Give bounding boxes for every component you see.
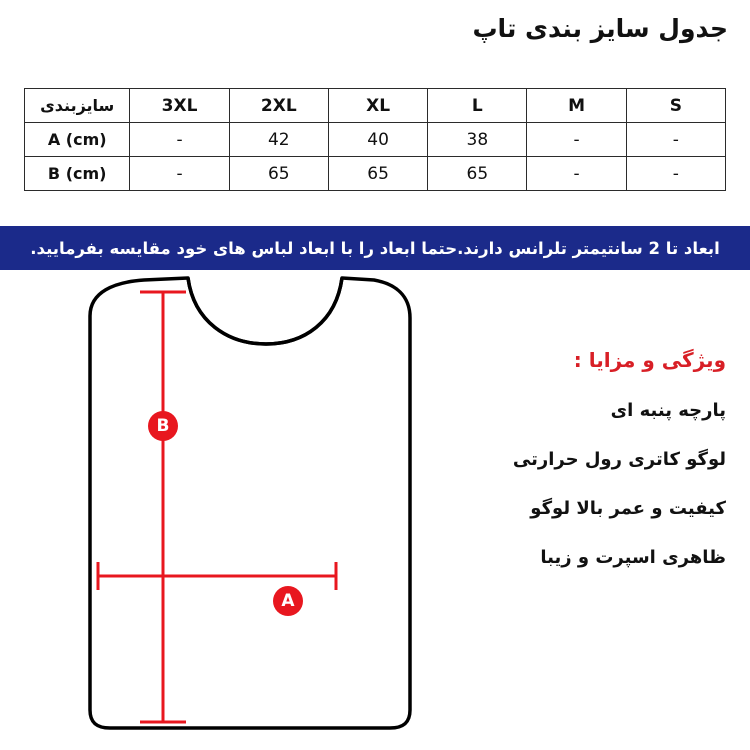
features-title: ویژگی و مزایا :	[573, 348, 726, 372]
table-row-label: B (cm)	[25, 157, 130, 191]
table-corner-header: سایزبندی	[25, 89, 130, 123]
table-header-cell: 2XL	[229, 89, 328, 123]
table-cell: -	[130, 157, 229, 191]
tolerance-banner: ابعاد تا 2 سانتیمتر تلرانس دارند.حتما ابعاد را با ابعاد لباس های خود مقایسه بفرمایید.	[0, 226, 750, 270]
table-header-cell: M	[527, 89, 626, 123]
table-cell: 65	[229, 157, 328, 191]
features-block	[426, 348, 726, 596]
measure-marker-b: B	[148, 411, 178, 441]
garment-diagram	[18, 270, 448, 740]
table-cell: 40	[328, 123, 427, 157]
table-cell: 65	[428, 157, 527, 191]
feature-item: لوگو کاتری رول حرارتی	[512, 449, 726, 470]
size-table	[24, 88, 726, 191]
measure-marker-a: A	[273, 586, 303, 616]
table-cell: 42	[229, 123, 328, 157]
table-cell: -	[626, 123, 725, 157]
table-cell: -	[527, 123, 626, 157]
table-cell: 38	[428, 123, 527, 157]
table-header-cell: 3XL	[130, 89, 229, 123]
table-header-row	[25, 89, 726, 123]
table-cell: -	[527, 157, 626, 191]
table-cell: 65	[328, 157, 427, 191]
table-header-cell: XL	[328, 89, 427, 123]
feature-item: کیفیت و عمر بالا لوگو	[530, 498, 726, 519]
feature-item: پارچه پنبه ای	[610, 400, 726, 421]
table-row-label: A (cm)	[25, 123, 130, 157]
table-cell: -	[130, 123, 229, 157]
table-header-cell: S	[626, 89, 725, 123]
table-row	[25, 123, 726, 157]
table-header-cell: L	[428, 89, 527, 123]
tank-top-outline-svg	[18, 270, 448, 740]
page-title: جدول سایز بندی تاپ	[472, 14, 728, 43]
feature-item: ظاهری اسپرت و زیبا	[540, 547, 726, 568]
table-cell: -	[626, 157, 725, 191]
table-row	[25, 157, 726, 191]
